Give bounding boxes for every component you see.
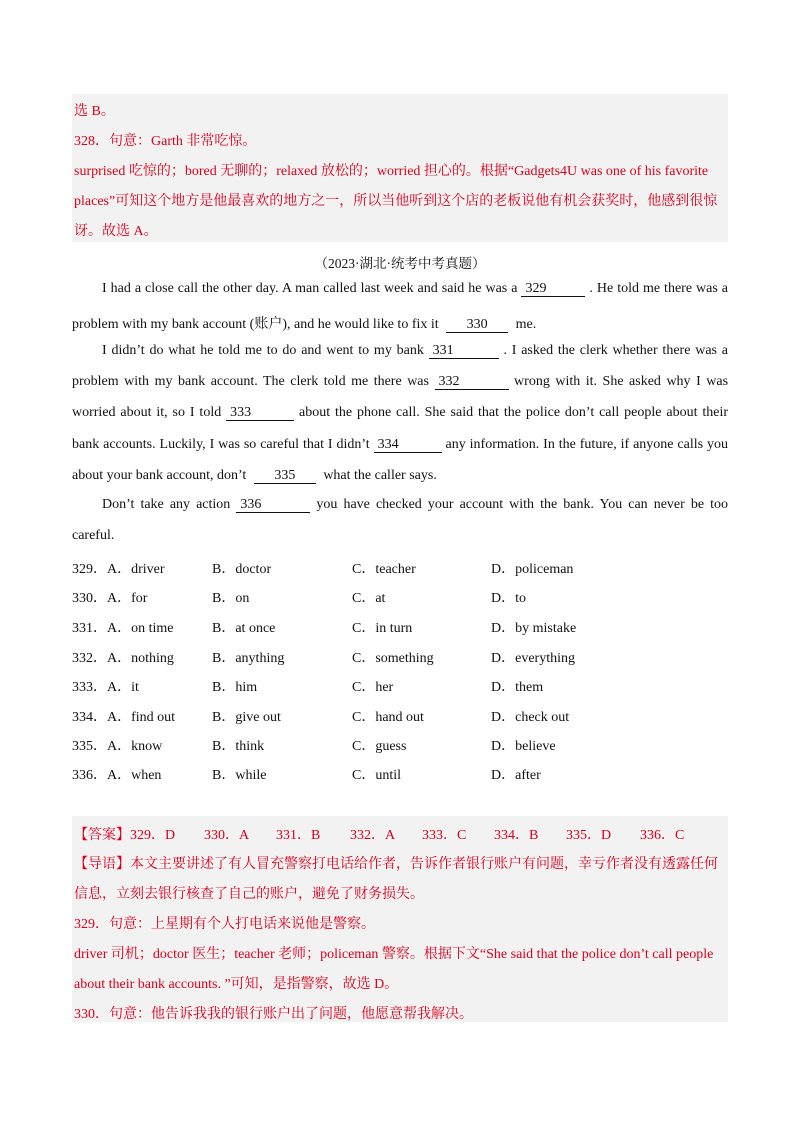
question-source: （2023·湖北·统考中考真题） (314, 256, 486, 271)
answer-explanation-bottom (72, 816, 728, 1022)
option-c: C．guess (352, 739, 407, 754)
answer-explanation-top (72, 94, 728, 242)
option-b: B．him (212, 680, 258, 695)
options-333 (72, 676, 728, 696)
option-b: B．think (212, 739, 265, 754)
explanation-329: driver 司机；doctor 医生；teacher 老师；policeman 警察。根据下文“She said that the police don’t call people (74, 947, 714, 962)
blank-332: 332 (435, 375, 509, 390)
passage-line: bank accounts. Luckily, I was so careful that I didn’t 334 any information. In the future, if anyone calls you (72, 437, 728, 452)
option-b: B．while (212, 768, 267, 783)
explanation-line: 讶。故选 A。 (74, 224, 158, 239)
explanation-329: 329．句意：上星期有个人打电话来说他是警察。 (74, 917, 375, 932)
option-a: 331．A．on time (72, 621, 174, 636)
option-c: C．in turn (352, 621, 413, 636)
option-b: B．give out (212, 710, 281, 725)
guide-line: 【导语】本文主要讲述了有人冒充警察打电话给作者，告诉作者银行账户有问题，幸亏作者没有透露任何 (74, 857, 718, 872)
answer-key-item: 【答案】329．D (74, 828, 176, 843)
explanation-line: 选 B。 (74, 104, 115, 119)
option-c: C．until (352, 768, 402, 783)
passage-line: Don’t take any action 336 you have checked your account with the bank. You can never be too (102, 497, 729, 512)
explanation-line: places”可知这个地方是他最喜欢的地方之一，所以当他听到这个店的老板说他有机会获奖时，他感到很惊 (74, 194, 718, 209)
option-b: B．doctor (212, 562, 272, 577)
option-c: C．something (352, 651, 434, 666)
option-c: C．hand out (352, 710, 424, 725)
option-a: 330．A．for (72, 591, 148, 606)
passage-line: problem with my bank account (账户), and he would like to fix it 330 me. (72, 317, 537, 332)
option-b: B．at once (212, 621, 276, 636)
blank-333: 333 (226, 406, 294, 421)
passage-line: worried about it, so I told 333 about the phone call. She said that the police don’t call people about their (72, 405, 729, 420)
option-a: 329．A．driver (72, 562, 165, 577)
options-332 (72, 647, 728, 667)
explanation-330: 330．句意：他告诉我我的银行账户出了问题，他愿意帮我解决。 (74, 1007, 473, 1022)
answer-key-item: 330．A (204, 828, 250, 843)
explanation-line: 328．句意：Garth 非常吃惊。 (74, 134, 257, 149)
explanation-line: surprised 吃惊的；bored 无聊的；relaxed 放松的；worried 担心的。根据“Gadgets4U was one of his favorite (74, 164, 709, 179)
option-a: 333．A．it (72, 680, 139, 695)
answer-key-item: 332．A (350, 828, 396, 843)
answer-key-item: 333．C (422, 828, 467, 843)
passage-line: about your bank account, don’t 335 what the caller says. (72, 468, 437, 483)
explanation-329: about their bank accounts. ”可知，是指警察，故选 D。 (74, 977, 399, 992)
option-d: D．policeman (491, 562, 574, 577)
option-d: D．everything (491, 651, 575, 666)
option-b: B．on (212, 591, 250, 606)
answer-key-item: 334．B (494, 828, 539, 843)
passage-line: I had a close call the other day. A man called last week and said he was a 329 . He told me there was a (102, 281, 728, 296)
guide-line: 信息，立刻去银行核查了自己的账户，避免了财务损失。 (74, 887, 424, 902)
option-c: C．her (352, 680, 394, 695)
answer-key (74, 824, 726, 844)
option-d: D．to (491, 591, 526, 606)
answer-key-item: 335．D (566, 828, 612, 843)
passage-line: I didn’t do what he told me to do and went to my bank 331 . I asked the clerk whether there was a (102, 343, 728, 358)
blank-335: 335 (254, 469, 316, 484)
options-335 (72, 735, 728, 755)
option-c: C．at (352, 591, 386, 606)
option-d: D．after (491, 768, 541, 783)
blank-331: 331 (429, 344, 499, 359)
blank-336: 336 (236, 498, 310, 513)
answer-key-item: 336．C (640, 828, 685, 843)
option-b: B．anything (212, 651, 285, 666)
options-329 (72, 558, 728, 578)
options-334 (72, 706, 728, 726)
passage-line: careful. (72, 528, 115, 543)
passage-line: problem with my bank account. The clerk told me there was 332 wrong with it. She asked why I was (72, 374, 729, 389)
option-d: D．believe (491, 739, 556, 754)
option-d: D．them (491, 680, 544, 695)
option-a: 336．A．when (72, 768, 162, 783)
options-330 (72, 587, 728, 607)
options-336 (72, 764, 728, 784)
blank-329: 329 (521, 282, 585, 297)
blank-330: 330 (446, 318, 508, 333)
option-a: 334．A．find out (72, 710, 176, 725)
option-a: 335．A．know (72, 739, 163, 754)
options-331 (72, 617, 728, 637)
option-c: C．teacher (352, 562, 416, 577)
option-d: D．by mistake (491, 621, 577, 636)
blank-334: 334 (374, 438, 442, 453)
answer-key-item: 331．B (276, 828, 321, 843)
option-a: 332．A．nothing (72, 651, 174, 666)
option-d: D．check out (491, 710, 570, 725)
